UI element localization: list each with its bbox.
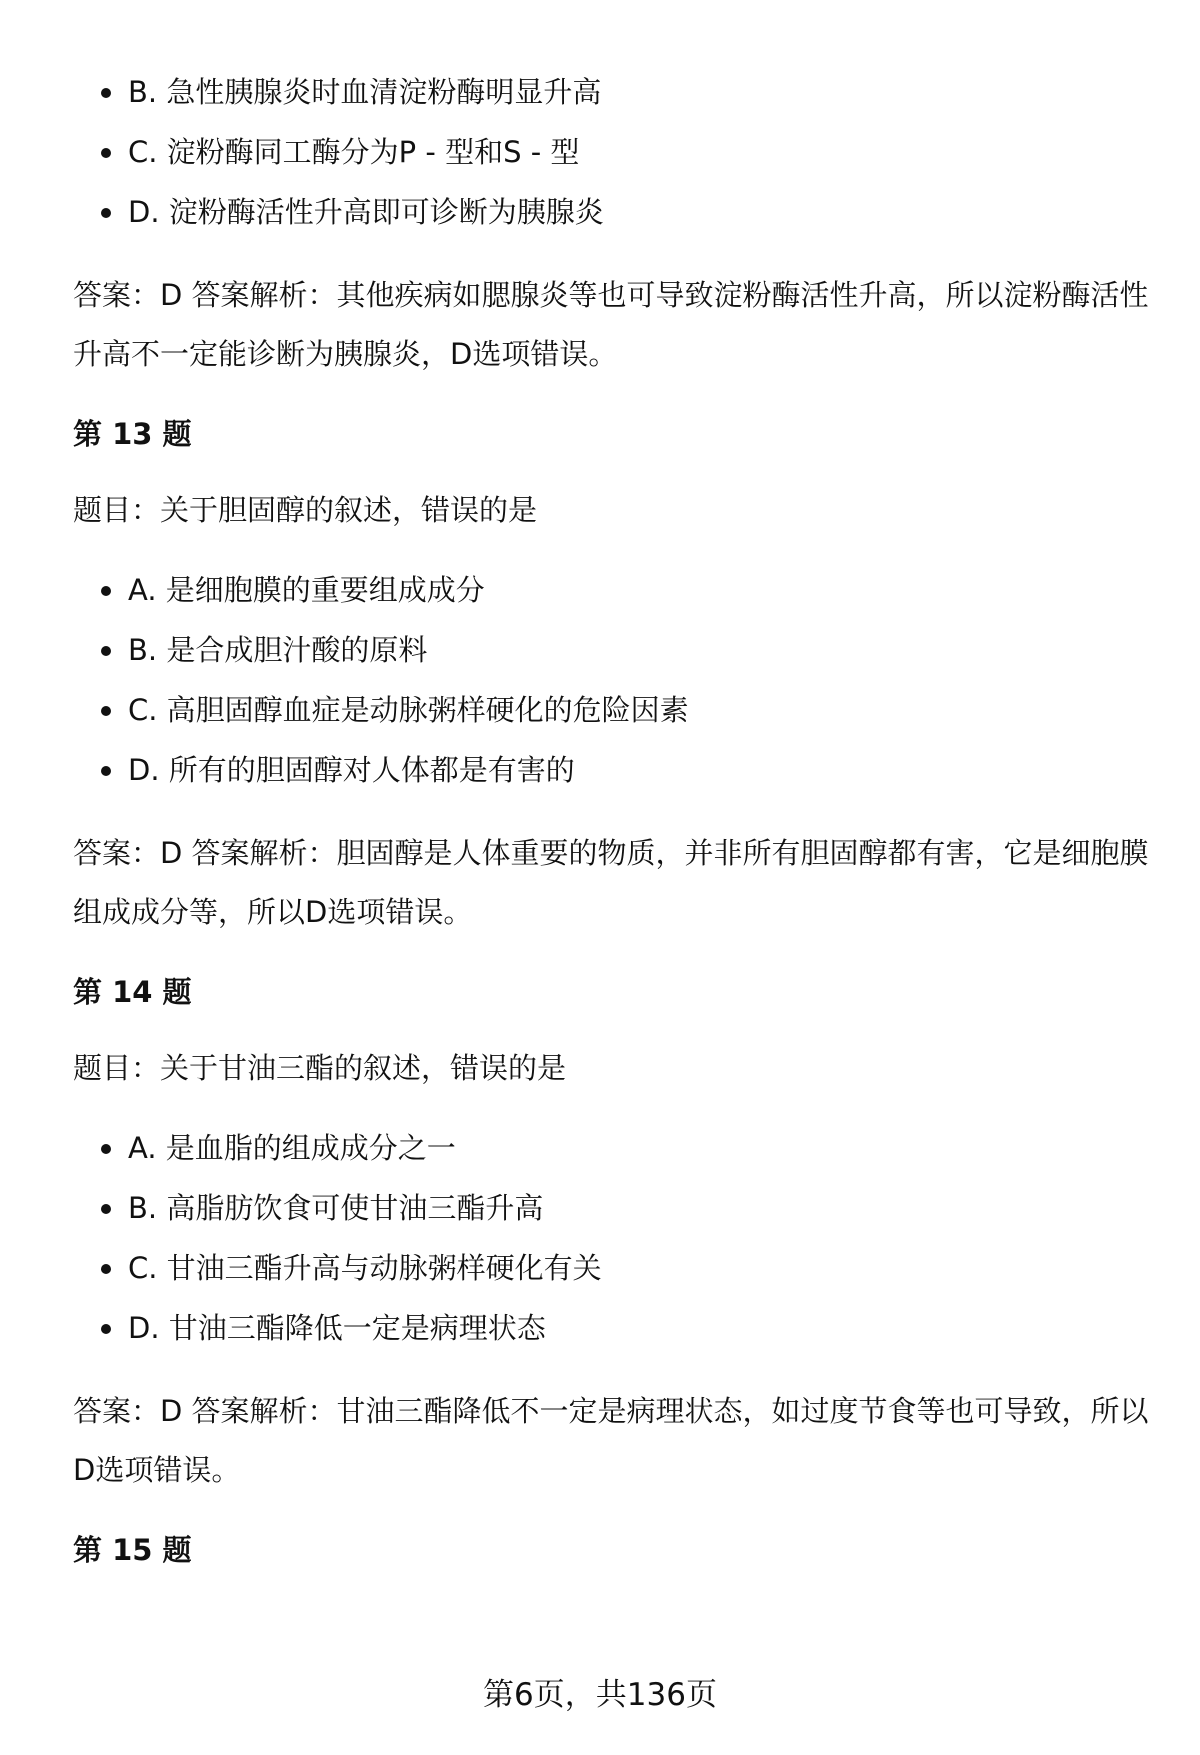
q14-options: [73, 1118, 1153, 1358]
q14-option-c: C. 甘油三酯升高与动脉粥样硬化有关: [73, 1238, 1153, 1298]
q12-answer: 答案：D 答案解析：其他疾病如腮腺炎等也可导致淀粉酶活性升高，所以淀粉酶活性升高不一定能诊断为胰腺炎，D选项错误。: [73, 278, 1149, 371]
q14-answer: 答案：D 答案解析：甘油三酯降低不一定是病理状态，如过度节食等也可导致，所以D选项错误。: [73, 1394, 1149, 1487]
q13-option-a: A. 是细胞膜的重要组成成分: [73, 560, 1153, 620]
q14-option-b: B. 高脂肪饮食可使甘油三酯升高: [73, 1178, 1153, 1238]
q13-options: [73, 560, 1153, 800]
q14-title: 第 14 题: [73, 975, 192, 1009]
q12-option-c: C. 淀粉酶同工酶分为P - 型和S - 型: [73, 122, 1153, 182]
q13-option-d: D. 所有的胆固醇对人体都是有害的: [73, 740, 1153, 800]
q13-answer: 答案：D 答案解析：胆固醇是人体重要的物质，并非所有胆固醇都有害，它是细胞膜组成成分等，所以D选项错误。: [73, 836, 1149, 929]
q13-option-c: C. 高胆固醇血症是动脉粥样硬化的危险因素: [73, 680, 1153, 740]
page-number: 第6页，共136页: [483, 1677, 717, 1713]
q12-options: [73, 62, 1153, 242]
q13-stem: 题目：关于胆固醇的叙述，错误的是: [73, 493, 538, 527]
page-content: [73, 62, 1153, 1570]
q14-option-a: A. 是血脂的组成成分之一: [73, 1118, 1153, 1178]
q14-stem: 题目：关于甘油三酯的叙述，错误的是: [73, 1051, 567, 1085]
q15-title: 第 15 题: [73, 1533, 192, 1567]
q14-option-d: D. 甘油三酯降低一定是病理状态: [73, 1298, 1153, 1358]
q13-title: 第 13 题: [73, 417, 192, 451]
q13-option-b: B. 是合成胆汁酸的原料: [73, 620, 1153, 680]
q12-option-d: D. 淀粉酶活性升高即可诊断为胰腺炎: [73, 182, 1153, 242]
q12-option-b: B. 急性胰腺炎时血清淀粉酶明显升高: [73, 62, 1153, 122]
